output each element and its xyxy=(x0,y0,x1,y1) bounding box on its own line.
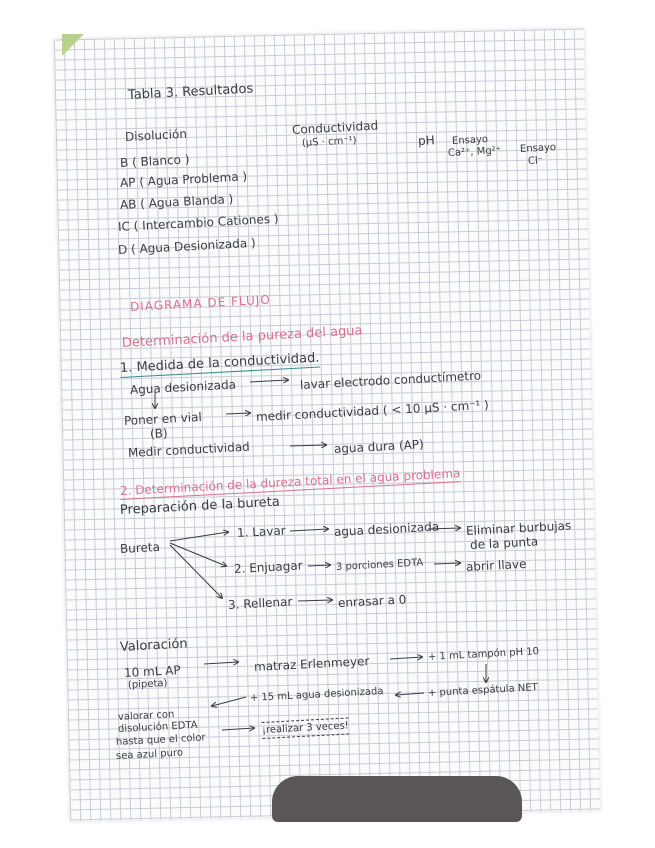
s2-de-la-punta: de la punta xyxy=(469,534,539,552)
s2-enjuagar: 2. Enjuagar xyxy=(233,558,303,576)
arrow-v-1 xyxy=(204,662,238,664)
header-conductividad: Conductividad xyxy=(291,118,379,137)
arrow-s1-2 xyxy=(226,413,250,414)
v-azul-puro: sea azul puro xyxy=(115,747,184,762)
arrow-v-5 xyxy=(222,728,254,730)
s2-enrasar: enrasar a 0 xyxy=(337,592,407,610)
arrow-s1-3 xyxy=(290,445,326,446)
arrow-s1-1 xyxy=(250,380,288,382)
table-row: D ( Agua Desionizada ) xyxy=(117,235,256,257)
v-valorar-con: valorar con xyxy=(117,709,175,723)
s1-poner-vial: Poner en vial xyxy=(123,409,203,428)
s1-lavar-electrodo: lavar electrodo conductímetro xyxy=(299,368,482,392)
diagram-subtitle: Determinación de la pureza del agua xyxy=(121,323,363,351)
s2-preparacion: Preparación de la bureta xyxy=(119,494,281,518)
table-row: IC ( Intercambio Cationes ) xyxy=(117,211,279,234)
arrow-bureta-1 xyxy=(170,532,228,541)
table-row: B ( Blanco ) xyxy=(119,152,190,170)
v-erlenmeyer: matraz Erlenmeyer xyxy=(253,653,370,674)
s2-rellenar: 3. Rellenar xyxy=(227,594,293,612)
arrow-porciones xyxy=(434,563,460,564)
v-hasta-color: hasta que el color xyxy=(115,732,206,748)
arrow-bureta-3 xyxy=(170,545,222,598)
arrow-v-4 xyxy=(212,697,246,706)
v-10ml-ap: 10 mL AP xyxy=(123,663,182,680)
arrow-v-3 xyxy=(396,693,424,695)
s1-medir-conductividad: medir conductividad ( < 10 µS · cm⁻¹ ) xyxy=(255,397,490,424)
diagram-title: DIAGRAMA DE FLUJO xyxy=(129,292,272,314)
arrow-lavar xyxy=(290,529,328,531)
s1-agua-dura: agua dura (AP) xyxy=(333,437,425,456)
section2-heading: 2. Determinación de la dureza total en el agua problema xyxy=(119,466,461,498)
s2-bureta: Bureta xyxy=(119,539,161,556)
v-pipeta: (pipeta) xyxy=(127,677,168,691)
v-punta-espatula: + punta espátula NET xyxy=(427,682,539,699)
arrow-enjuagar xyxy=(308,565,330,566)
header-ensayo-cl: Ensayo xyxy=(519,142,557,155)
header-ensayo-ca-ions: Ca²⁺, Mg²⁺ xyxy=(447,145,502,159)
arrow-bureta-2 xyxy=(170,543,226,566)
v-tampon: + 1 mL tampón pH 10 xyxy=(427,646,540,663)
v-disolucion-edta: disolución EDTA xyxy=(117,719,198,735)
s2-agua-desionizada: agua desionizada xyxy=(333,519,440,539)
arrow-agua xyxy=(428,528,460,529)
s1-medir-conductividad-2: Medir conductividad xyxy=(127,439,251,460)
header-disolucion: Disolución xyxy=(124,126,188,144)
header-ph: pH xyxy=(417,133,435,148)
v-realizar-3-veces: ¡realizar 3 veces! xyxy=(262,717,350,739)
s2-eliminar-burbujas: Eliminar burbujas xyxy=(465,518,572,538)
section1-heading: 1. Medida de la conductividad. xyxy=(119,350,320,376)
valoracion-heading: Valoración xyxy=(119,636,188,655)
s2-abrir-llave: abrir llave xyxy=(465,556,527,574)
header-ensayo-ca: Ensayo xyxy=(451,134,489,147)
v-15ml-agua: + 15 mL agua desionizada xyxy=(249,686,384,704)
arrow-rellenar xyxy=(298,600,332,601)
table-row: AB ( Agua Blanda ) xyxy=(119,192,234,212)
s2-lavar: 1. Lavar xyxy=(236,523,287,540)
s1-agua-desionizada: Agua desionizada xyxy=(129,377,237,397)
header-conductividad-units: (µS · cm⁻¹) xyxy=(301,135,357,149)
s1-blanco: (B) xyxy=(149,426,168,441)
header-ensayo-cl-ion: Cl⁻ xyxy=(527,155,544,167)
table-row: AP ( Agua Problema ) xyxy=(119,169,248,190)
arrow-v-2 xyxy=(390,657,422,659)
s2-porciones-edta: 3 porciones EDTA xyxy=(335,557,424,573)
table-title: Tabla 3. Resultados xyxy=(127,81,254,103)
